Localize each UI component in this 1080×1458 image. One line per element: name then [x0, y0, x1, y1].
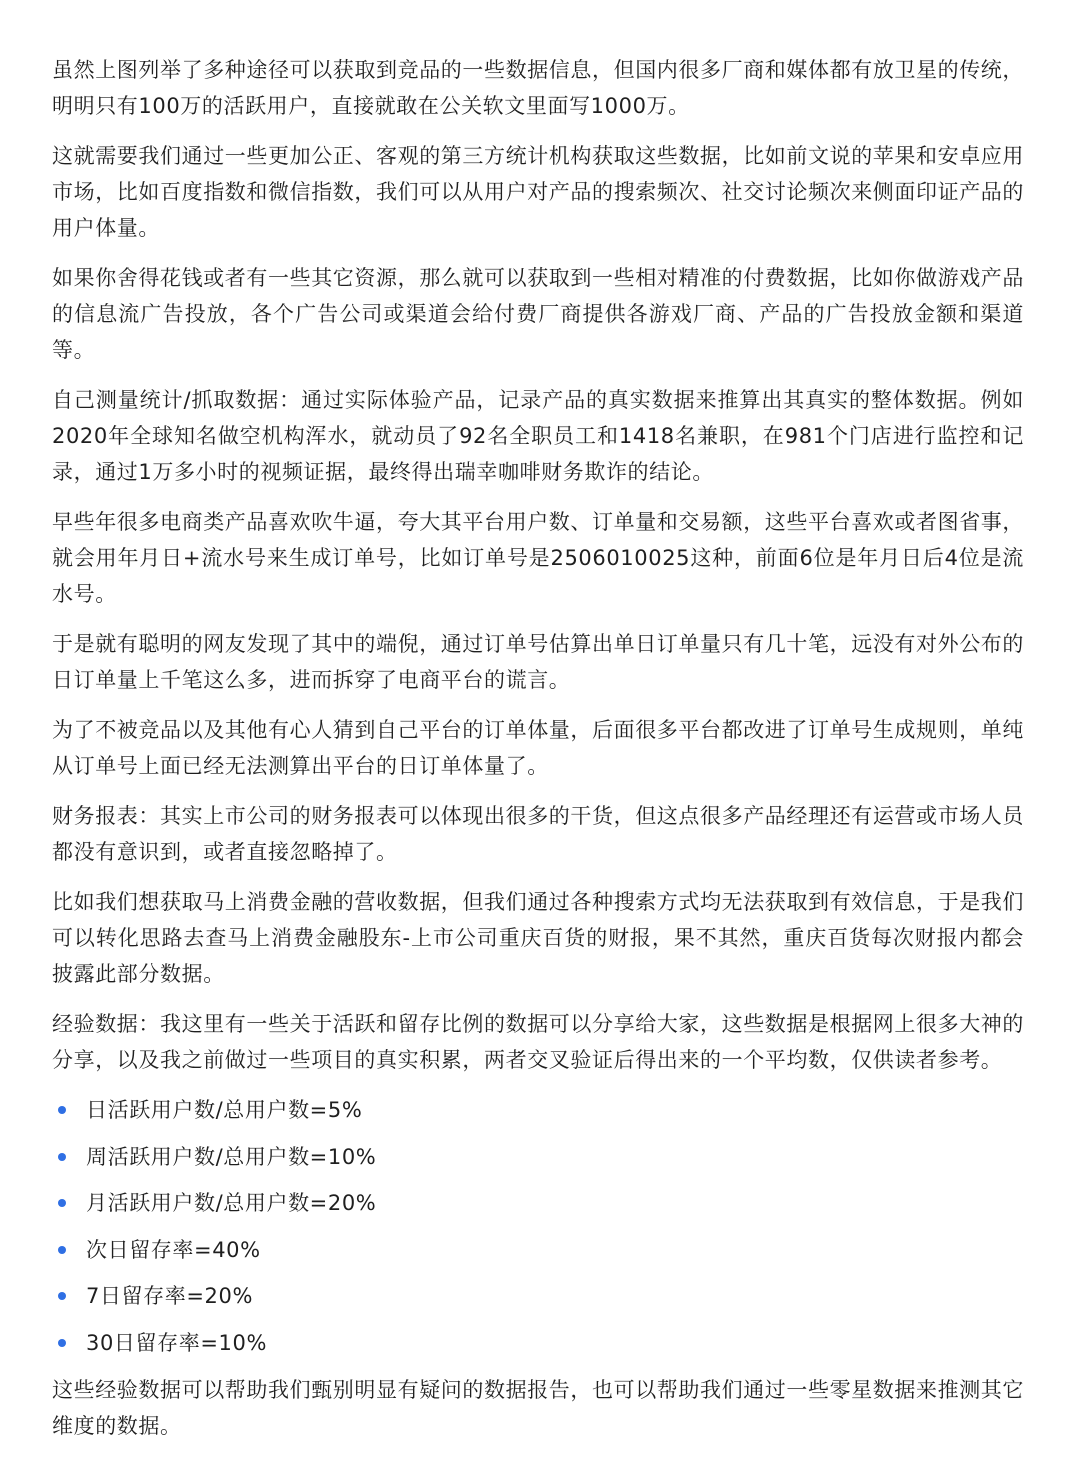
bullet-dot-icon: [58, 1292, 66, 1300]
list-item-text: 日活跃用户数/总用户数=5%: [86, 1098, 363, 1122]
list-item: [52, 1278, 1024, 1314]
article-body: [52, 52, 1024, 1458]
paragraph-netizen-discovery: 于是就有聪明的网友发现了其中的端倪，通过订单号估算出单日订单量只有几十笔，远没有对外公布的日订单量上千笔这么多，进而拆穿了电商平台的谎言。: [52, 632, 1024, 692]
bullet-dot-icon: [58, 1106, 66, 1114]
bullet-dot-icon: [58, 1246, 66, 1254]
paragraph-financial-report: 财务报表：其实上市公司的财务报表可以体现出很多的干货，但这点很多产品经理还有运营或市场人员都没有意识到，或者直接忽略掉了。: [52, 804, 1024, 864]
list-item: [52, 1185, 1024, 1221]
bullet-dot-icon: [58, 1199, 66, 1207]
list-item: [52, 1325, 1024, 1361]
list-item-text: 月活跃用户数/总用户数=20%: [86, 1191, 377, 1215]
paragraph-example-finance: 比如我们想获取马上消费金融的营收数据，但我们通过各种搜索方式均无法获取到有效信息，于是我们可以转化思路去查马上消费金融股东-上市公司重庆百货的财报，果不其然，重庆百货每次财报内都会披露此部分数据。: [52, 890, 1024, 986]
list-item: [52, 1092, 1024, 1128]
list-item: [52, 1232, 1024, 1268]
paragraph-experience-data: 经验数据：我这里有一些关于活跃和留存比例的数据可以分享给大家，这些数据是根据网上很多大神的分享，以及我之前做过一些项目的真实积累，两者交叉验证后得出来的一个平均数，仅供读者参考。: [52, 1012, 1024, 1072]
list-item-text: 次日留存率=40%: [86, 1237, 261, 1262]
paragraph-fake-data: 虽然上图列举了多种途径可以获取到竞品的一些数据信息，但国内很多厂商和媒体都有放卫星的传统，明明只有100万的活跃用户，直接就敢在公关软文里面写1000万。: [52, 58, 1024, 118]
paragraph-self-measure: 自己测量统计/抓取数据：通过实际体验产品，记录产品的真实数据来推算出其真实的整体数据。例如2020年全球知名做空机构浑水，就动员了92名全职员工和1418名兼职，在981个门店进行监控和记录，通过1万多小时的视频证据，最终得出瑞幸咖啡财务欺诈的结论。: [52, 388, 1024, 484]
paragraph-paid-data: 如果你舍得花钱或者有一些其它资源，那么就可以获取到一些相对精准的付费数据，比如你做游戏产品的信息流广告投放，各个广告公司或渠道会给付费厂商提供各游戏厂商、产品的广告投放金额和渠道等。: [52, 266, 1024, 362]
list-item-text: 7日留存率=20%: [86, 1284, 254, 1308]
bullet-dot-icon: [58, 1339, 66, 1347]
list-item-text: 周活跃用户数/总用户数=10%: [86, 1144, 377, 1169]
list-item: [52, 1139, 1024, 1175]
paragraph-conclusion: 这些经验数据可以帮助我们甄别明显有疑问的数据报告，也可以帮助我们通过一些零星数据来推测其它维度的数据。: [52, 1377, 1024, 1438]
experience-data-list: [52, 1092, 1024, 1361]
bullet-dot-icon: [58, 1153, 66, 1161]
paragraph-order-number: 早些年很多电商类产品喜欢吹牛逼，夸大其平台用户数、订单量和交易额，这些平台喜欢或者图省事，就会用年月日+流水号来生成订单号，比如订单号是2506010025这种，前面6位是年月日后4位是流水号。: [52, 510, 1024, 606]
list-item-text: 30日留存率=10%: [86, 1330, 267, 1355]
paragraph-order-rules: 为了不被竞品以及其他有心人猜到自己平台的订单体量，后面很多平台都改进了订单号生成规则，单纯从订单号上面已经无法测算出平台的日订单体量了。: [52, 718, 1024, 778]
paragraph-third-party: 这就需要我们通过一些更加公正、客观的第三方统计机构获取这些数据，比如前文说的苹果和安卓应用市场，比如百度指数和微信指数，我们可以从用户对产品的搜索频次、社交讨论频次来侧面印证产品的用户体量。: [52, 144, 1024, 240]
